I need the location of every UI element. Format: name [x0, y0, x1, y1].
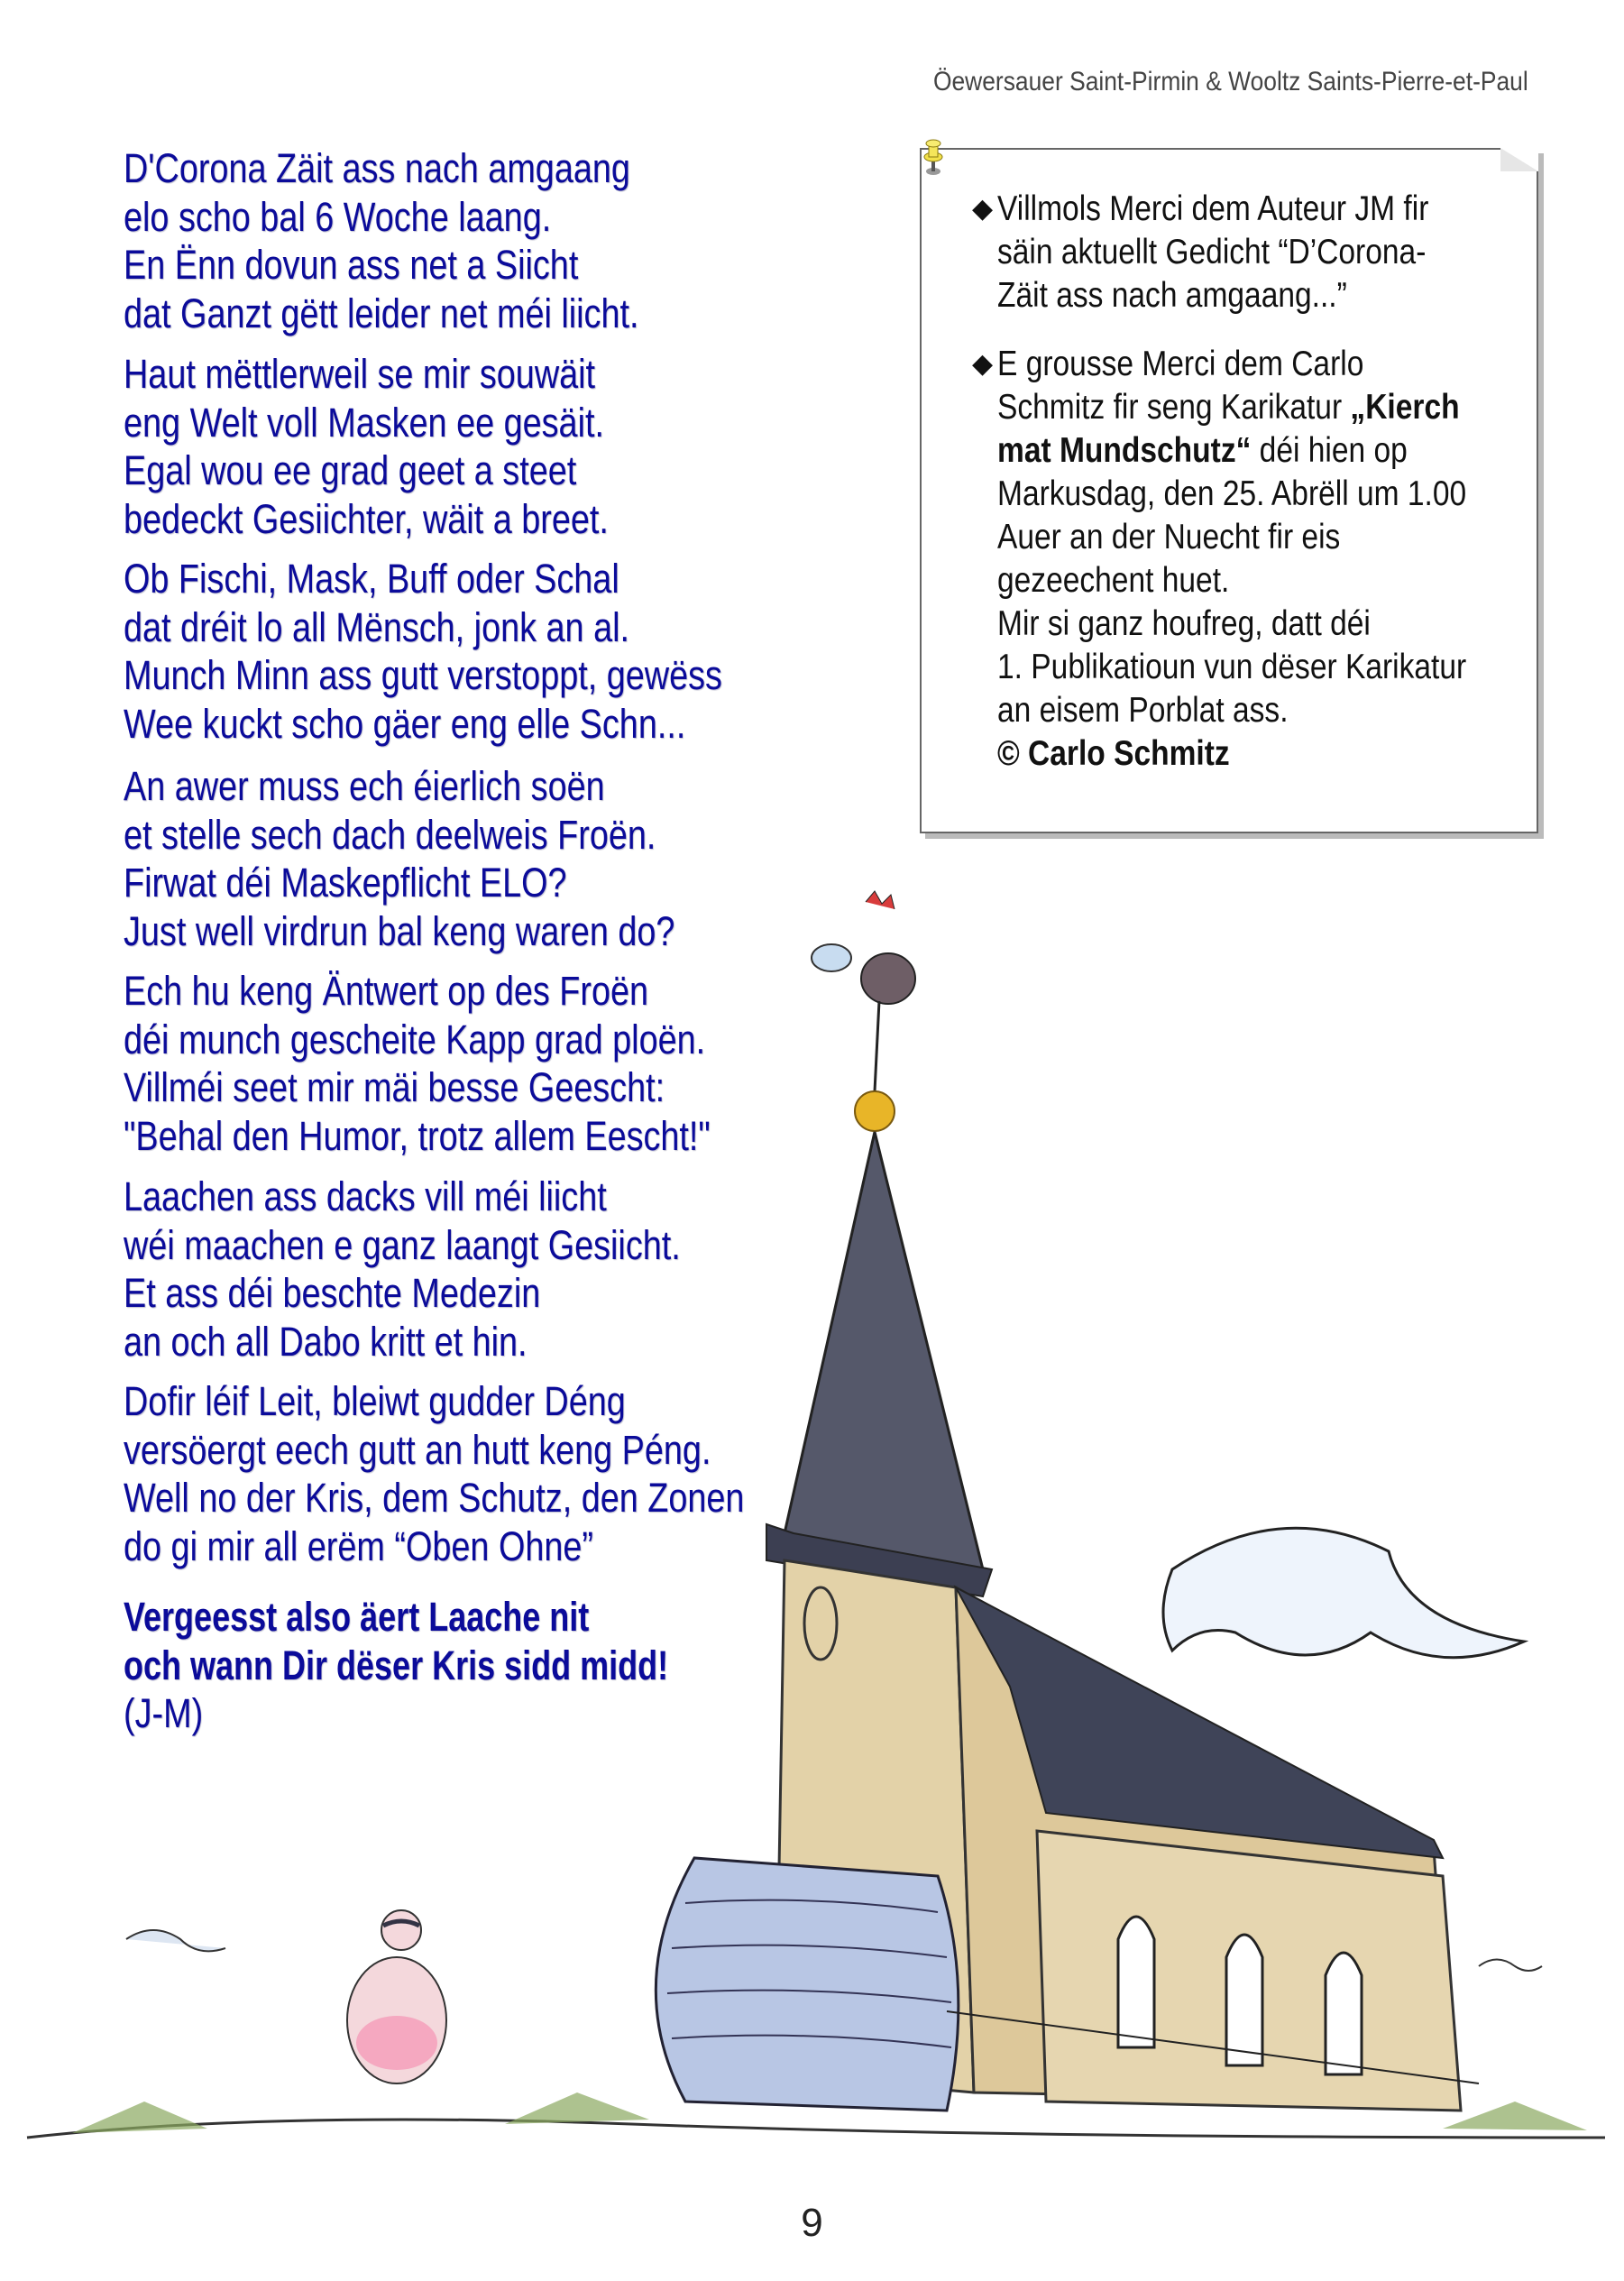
poem-stanza-1	[124, 144, 737, 337]
small-cloud	[126, 1930, 225, 1951]
poem-line: Ech hu keng Äntwert op des Froën	[124, 968, 649, 1014]
diamond-bullet-icon: ◆	[972, 194, 994, 224]
poem-line: Egal wou ee grad geet a steet	[124, 447, 577, 493]
poem-line: Dofir léif Leit, bleiwt gudder Déng	[124, 1378, 626, 1424]
note-line: Zäit ass nach amgaang...”	[997, 276, 1347, 315]
page-number: 9	[801, 2201, 823, 2245]
poem-line: Just well virdrun bal keng waren do?	[124, 907, 675, 954]
cartoon-church-with-mask	[0, 857, 1624, 2165]
poem-line: D'Corona Zäit ass nach amgaang	[124, 145, 630, 191]
ground-line	[27, 2120, 1605, 2138]
poem-line: Firwat déi Maskepflicht ELO?	[124, 860, 567, 906]
copyright-line: © Carlo Schmitz	[997, 734, 1230, 773]
poem-line: eng Welt voll Masken ee gesäit.	[124, 399, 604, 446]
poem-line: Wee kuckt scho gäer eng elle Schn...	[124, 700, 686, 747]
note-line: 1. Publikatioun vun dëser Karikatur	[997, 648, 1467, 686]
note-item-thanks-artist	[972, 343, 1513, 776]
poem-line: do gi mir all erëm “Oben Ohne”	[124, 1522, 594, 1569]
note-item-thanks-author	[972, 188, 1513, 317]
poem-line: Vergeesst also äert Laache nit	[124, 1594, 590, 1640]
note-line: gezeechent huet.	[997, 561, 1230, 600]
poem-line: Laachen ass dacks vill méi liicht	[124, 1173, 607, 1219]
poem-line: versöergt eech gutt an hutt keng Péng.	[124, 1426, 711, 1473]
note-line	[997, 386, 1460, 429]
note-line	[997, 429, 1441, 473]
diamond-bullet-icon: ◆	[972, 349, 994, 379]
poem-line: déi munch gescheite Kapp grad ploën.	[124, 1016, 706, 1062]
poem-line: wéi maachen e ganz laangt Gesiicht.	[124, 1221, 681, 1268]
naked-person-figure	[347, 1910, 446, 2083]
poem-line: an och all Dabo kritt et hin.	[124, 1318, 528, 1365]
poem-line: et stelle sech dach deelweis Froën.	[124, 811, 656, 858]
poem-line: dat Ganzt gëtt leider net méi liicht.	[124, 290, 639, 336]
poem-line: dat dréit lo all Mënsch, jonk an al.	[124, 603, 630, 650]
small-cloud	[1479, 1960, 1542, 1972]
poem-line: Munch Minn ass gutt verstoppt, gewëss	[124, 652, 722, 698]
poem-line: elo scho bal 6 Woche laang.	[124, 193, 552, 240]
note-line: an eisem Porblat ass.	[997, 691, 1289, 730]
poem-stanza-3	[124, 555, 836, 748]
note-line: Auer an der Nuecht fir eis	[997, 518, 1341, 556]
poem-line: Haut mëttlerweil se mir souwäit	[124, 351, 596, 397]
author-signature: (J-M)	[124, 1690, 204, 1736]
rooster-weathervane	[812, 891, 915, 1131]
note-text: déi hien op	[1251, 431, 1408, 470]
note-line: säin aktuellt Gedicht “D’Corona-	[997, 233, 1427, 271]
note-line: Mir si ganz houfreg, datt déi	[997, 604, 1371, 643]
poem-line: "Behal den Humor, trotz allem Eescht!"	[124, 1112, 711, 1159]
poem-line: bedeckt Gesiichter, wäit a breet.	[124, 495, 609, 542]
note-line: Markusdag, den 25. Abrëll um 1.00	[997, 474, 1467, 513]
poem-line: och wann Dir dëser Kris sidd midd!	[124, 1642, 669, 1688]
poem-line: Et ass déi beschte Medezin	[124, 1270, 541, 1316]
note-line: Villmols Merci dem Auteur JM fir	[997, 189, 1429, 228]
church-nave	[956, 1587, 1461, 2111]
flying-mask	[1163, 1528, 1524, 1657]
poem-line: An awer muss ech éierlich soën	[124, 763, 605, 809]
note-line: E grousse Merci dem Carlo	[997, 345, 1364, 383]
pushpin-icon	[922, 137, 945, 177]
cartoon-title: mat Mundschutz“	[997, 431, 1252, 470]
sticky-note	[920, 148, 1538, 833]
poem-line: Well no der Kris, dem Schutz, den Zonen	[124, 1475, 745, 1521]
page-fold-corner	[1500, 148, 1538, 171]
poem-line: Ob Fischi, Mask, Buff oder Schal	[124, 556, 619, 602]
poem-line: En Ënn dovun ass net a Siicht	[124, 242, 579, 288]
cartoon-title: „Kierch	[1350, 388, 1460, 427]
poem-stanza-2	[124, 350, 701, 543]
note-text: Schmitz fir seng Karikatur	[997, 388, 1351, 427]
page-header: Öewersauer Saint-Pirmin & Wooltz Saints-Pierre-et-Paul	[933, 67, 1528, 97]
poem-line: Villméi seet mir mäi besse Geescht:	[124, 1064, 665, 1110]
